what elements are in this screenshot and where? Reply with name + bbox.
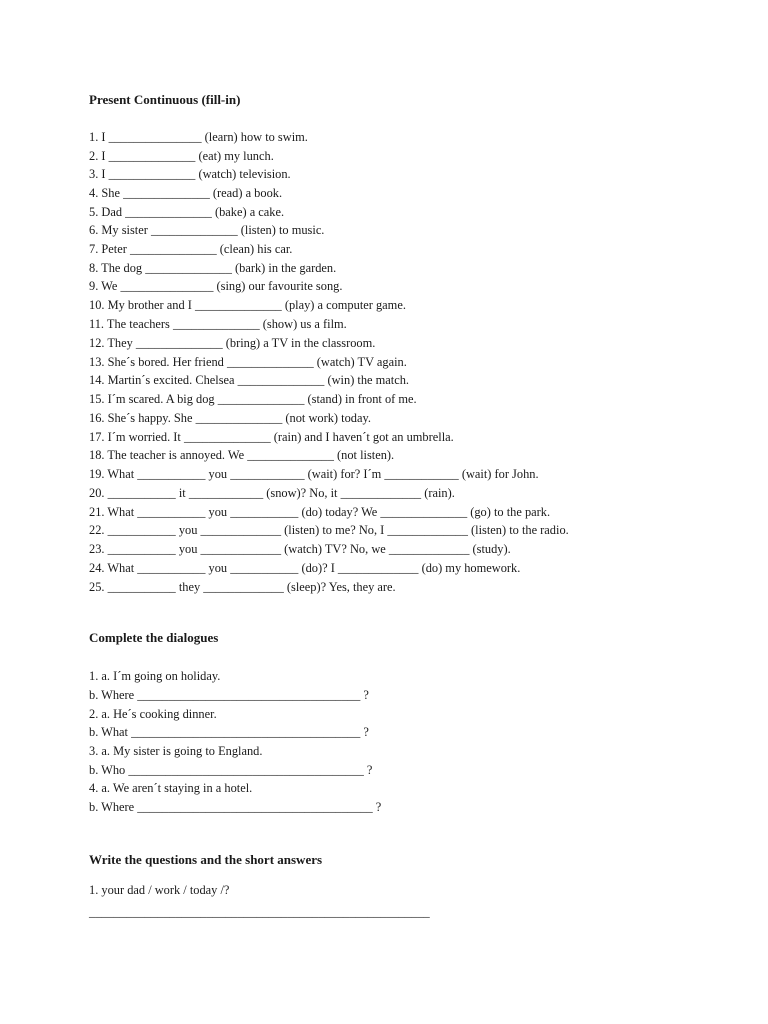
exercise-line: 10. My brother and I ______________ (play) a computer game.	[89, 298, 406, 312]
exercise-line: 9. We _______________ (sing) our favourite song.	[89, 279, 343, 293]
exercise-line: 23. ___________ you _____________ (watch) TV? No, we _____________ (study).	[89, 542, 511, 556]
exercise-line: 25. ___________ they _____________ (sleep)? Yes, they are.	[89, 580, 396, 594]
exercise-line: 4. She ______________ (read) a book.	[89, 186, 283, 200]
dialogue-line: b. Who ______________________________________ ?	[89, 763, 373, 777]
dialogue-line: b. Where ______________________________________ ?	[89, 800, 382, 814]
exercise-line: 15. I´m scared. A big dog ______________ (stand) in front of me.	[89, 392, 417, 406]
dialogue-line: 1. a. I´m going on holiday.	[89, 669, 221, 683]
exercise-line: 8. The dog ______________ (bark) in the garden.	[89, 261, 337, 275]
exercise-line: 5. Dad ______________ (bake) a cake.	[89, 205, 285, 219]
exercise-line: 2. I ______________ (eat) my lunch.	[89, 149, 274, 163]
exercise-line: 12. They ______________ (bring) a TV in the classroom.	[89, 336, 376, 350]
exercise-line: 17. I´m worried. It ______________ (rain) and I haven´t got an umbrella.	[89, 430, 454, 444]
exercise-line: 14. Martin´s excited. Chelsea ______________ (win) the match.	[89, 373, 410, 387]
dialogue-line: 3. a. My sister is going to England.	[89, 744, 263, 758]
exercise-line: 21. What ___________ you ___________ (do) today? We ______________ (go) to the park.	[89, 505, 551, 519]
exercise-line: 19. What ___________ you ____________ (wait) for? I´m ____________ (wait) for John.	[89, 467, 539, 481]
dialogue-line: 2. a. He´s cooking dinner.	[89, 707, 217, 721]
exercise-line: 22. ___________ you _____________ (listen) to me? No, I _____________ (listen) to the radio.	[89, 523, 569, 537]
answer-line: _______________________________________________________	[89, 905, 430, 919]
section-title-questions: Write the questions and the short answers	[89, 852, 323, 867]
exercise-line: 3. I ______________ (watch) television.	[89, 167, 291, 181]
dialogue-line: b. Where ____________________________________ ?	[89, 688, 369, 702]
exercise-line: 16. She´s happy. She ______________ (not work) today.	[89, 411, 371, 425]
exercise-line: 1. I _______________ (learn) how to swim.	[89, 130, 308, 144]
exercise-line: 6. My sister ______________ (listen) to music.	[89, 223, 325, 237]
exercise-line: 11. The teachers ______________ (show) us a film.	[89, 317, 347, 331]
exercise-line: 13. She´s bored. Her friend ______________ (watch) TV again.	[89, 355, 407, 369]
section-title-fill-in: Present Continuous (fill-in)	[89, 92, 241, 107]
question-line: 1. your dad / work / today /?	[89, 883, 230, 897]
exercise-line: 18. The teacher is annoyed. We ______________ (not listen).	[89, 448, 395, 462]
exercise-line: 7. Peter ______________ (clean) his car.	[89, 242, 293, 256]
dialogue-line: 4. a. We aren´t staying in a hotel.	[89, 781, 253, 795]
section-title-dialogues: Complete the dialogues	[89, 630, 219, 645]
exercise-line: 20. ___________ it ____________ (snow)? No, it _____________ (rain).	[89, 486, 455, 500]
exercise-line: 24. What ___________ you ___________ (do)? I _____________ (do) my homework.	[89, 561, 521, 575]
dialogue-line: b. What _____________________________________ ?	[89, 725, 369, 739]
